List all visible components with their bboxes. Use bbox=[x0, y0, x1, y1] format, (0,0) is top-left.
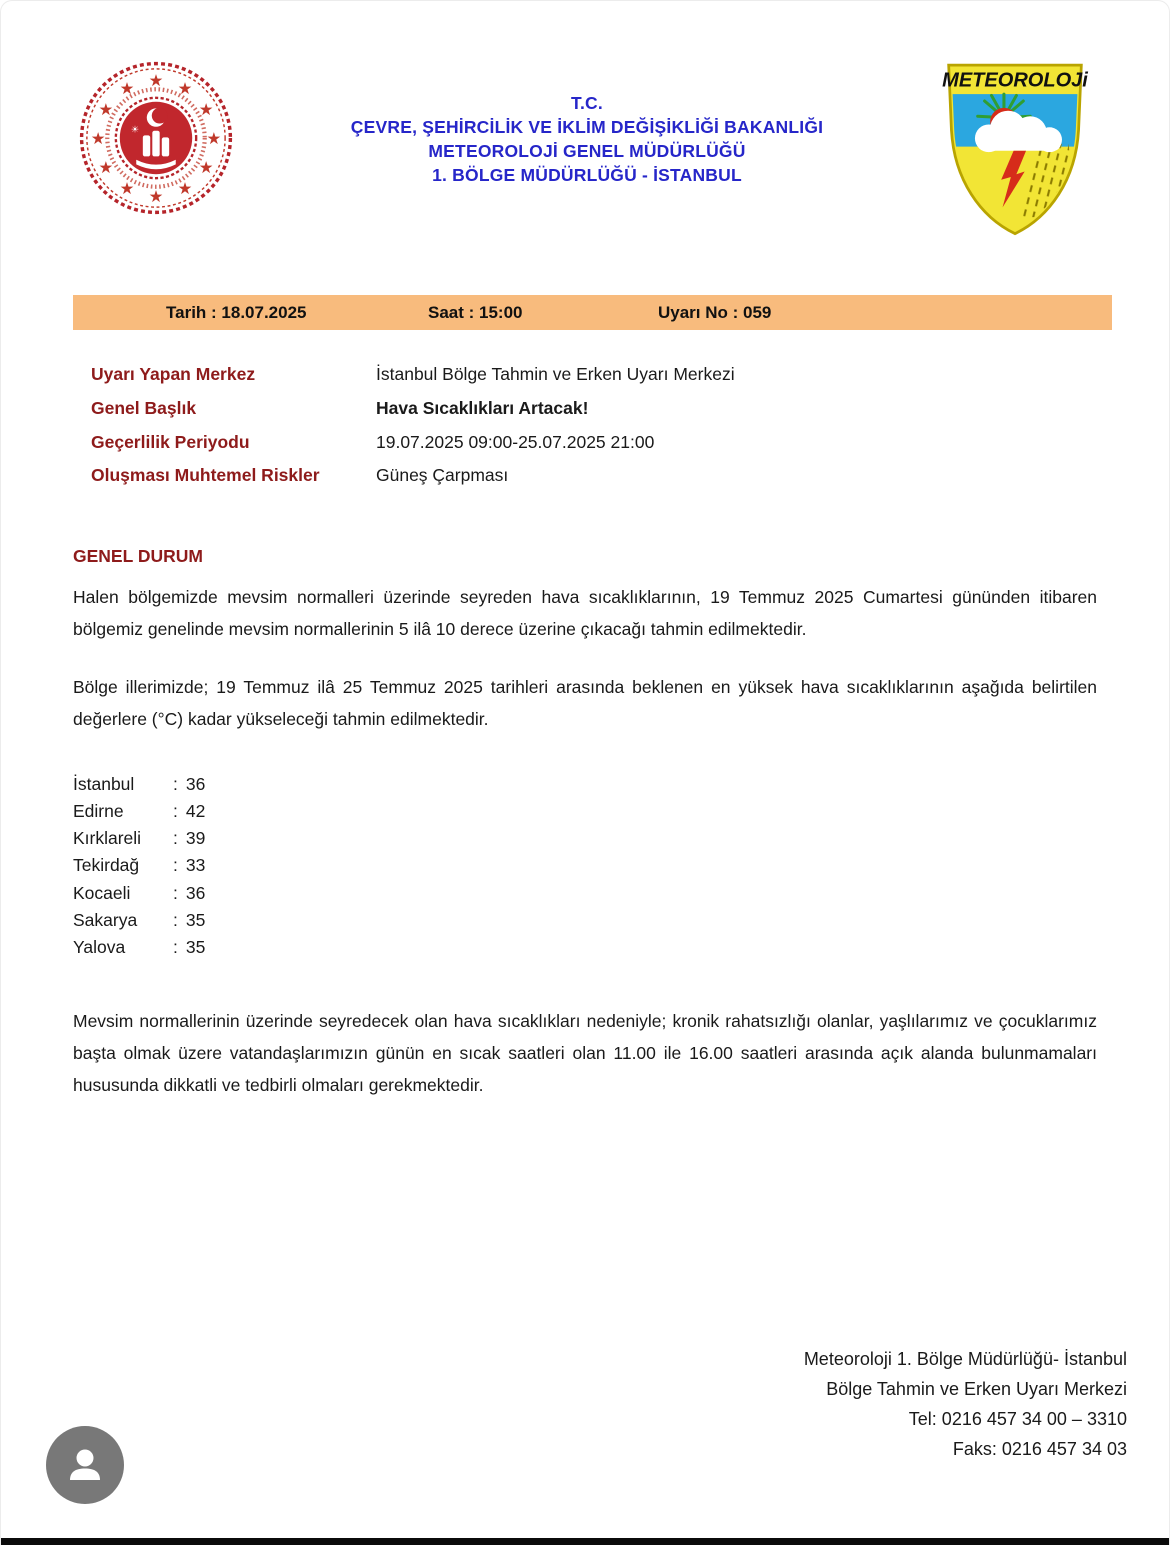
city-temp: 33 bbox=[185, 855, 206, 876]
city-name: İstanbul bbox=[73, 774, 135, 795]
separator: : bbox=[173, 801, 178, 822]
svg-text:★: ★ bbox=[198, 157, 214, 177]
city-name: Edirne bbox=[73, 801, 124, 822]
city-name: Sakarya bbox=[73, 909, 138, 930]
shield-label: METEOROLOJi bbox=[942, 69, 1088, 92]
warning-number: Uyarı No : 059 bbox=[658, 302, 772, 322]
warning-info-bar bbox=[73, 295, 1112, 330]
paragraph-general-situation: Halen bölgemizde mevsim normalleri üzerinde seyreden hava sıcaklıklarının, 19 Temmuz 2025 Cumartesi gününden itibaren bölgemiz genelinde mevsim normallerinin 5 ilâ 10 derece üzerine çıkacağı tahmin edilmektedir. bbox=[73, 587, 1097, 640]
city-temp: 36 bbox=[185, 774, 206, 795]
title-line-directorate: METEOROLOJİ GENEL MÜDÜRLÜĞÜ bbox=[428, 141, 746, 162]
svg-text:★: ★ bbox=[206, 128, 222, 148]
list-item bbox=[73, 798, 1097, 825]
agency-title-block bbox=[235, 57, 939, 188]
separator: : bbox=[173, 774, 178, 795]
meteorology-shield-icon bbox=[939, 55, 1091, 241]
list-item bbox=[73, 934, 1097, 961]
svg-text:★: ★ bbox=[90, 128, 106, 148]
footer-org-line: Meteoroloji 1. Bölge Müdürlüğü- İstanbul bbox=[803, 1348, 1127, 1369]
separator: : bbox=[173, 909, 178, 930]
field-label: Geçerlilik Periyodu bbox=[91, 431, 250, 452]
field-value: Güneş Çarpması bbox=[376, 465, 509, 486]
field-row-possible-risks bbox=[91, 464, 1097, 487]
field-label: Genel Başlık bbox=[91, 397, 197, 418]
footer-fax-line: Faks: 0216 457 34 03 bbox=[952, 1439, 1127, 1460]
city-temp: 36 bbox=[185, 882, 206, 903]
paragraph-precautions: Mevsim normallerinin üzerinde seyredecek olan hava sıcaklıkları nedeniyle; kronik rahatsızlığı olanlar, yaşlılarımız ve çocuklarımız başta olmak üzere vatandaşlarımızın günün en sıcak saatleri olan 11.00 ile 16.00 saatleri arasında açık alanda bulunmamaları hususunda dikkatli ve tedbirli olmaları gerekmektedir. bbox=[73, 1010, 1097, 1095]
city-name: Kırklareli bbox=[73, 828, 142, 849]
city-name: Tekirdağ bbox=[73, 855, 140, 876]
svg-text:★: ★ bbox=[119, 178, 135, 198]
field-label: Uyarı Yapan Merkez bbox=[91, 364, 256, 384]
svg-text:★: ★ bbox=[98, 157, 114, 177]
field-row-issuing-center bbox=[91, 363, 1097, 386]
title-line-tc: T.C. bbox=[571, 93, 603, 113]
footer-center-line: Bölge Tahmin ve Erken Uyarı Merkezi bbox=[826, 1379, 1127, 1400]
person-icon bbox=[62, 1442, 108, 1488]
city-temp: 39 bbox=[185, 828, 206, 849]
field-row-general-title bbox=[91, 397, 1097, 420]
city-name: Kocaeli bbox=[73, 882, 131, 903]
field-value: Hava Sıcaklıkları Artacak! bbox=[376, 397, 589, 418]
separator: : bbox=[173, 882, 178, 903]
footer-contact-block bbox=[1, 1344, 1169, 1464]
field-value: İstanbul Bölge Tahmin ve Erken Uyarı Merkezi bbox=[376, 364, 735, 384]
list-item bbox=[73, 852, 1097, 879]
svg-text:★: ★ bbox=[98, 99, 114, 119]
warning-time: Saat : 15:00 bbox=[428, 302, 523, 322]
footer-tel-line: Tel: 0216 457 34 00 – 3310 bbox=[908, 1409, 1127, 1430]
svg-text:★: ★ bbox=[177, 178, 193, 198]
city-temperature-list bbox=[73, 771, 1097, 961]
ministry-emblem-icon bbox=[77, 57, 235, 219]
paragraph-expected-temps: Bölge illerimizde; 19 Temmuz ilâ 25 Temmuz 2025 tarihleri arasında beklenen en yüksek hava sıcaklıklarının aşağıda belirtilen değerlere (°C) kadar yükseleceği tahmin edilmektedir. bbox=[73, 677, 1097, 730]
field-label: Oluşması Muhtemel Riskler bbox=[91, 465, 320, 486]
svg-text:☀: ☀ bbox=[130, 124, 140, 136]
city-temp: 35 bbox=[185, 936, 206, 957]
separator: : bbox=[173, 936, 178, 957]
warning-date: Tarih : 18.07.2025 bbox=[166, 302, 307, 322]
list-item bbox=[73, 880, 1097, 907]
bottom-divider-bar bbox=[1, 1538, 1169, 1545]
document-header bbox=[1, 1, 1169, 241]
field-value: 19.07.2025 09:00-25.07.2025 21:00 bbox=[376, 431, 655, 452]
list-item bbox=[73, 825, 1097, 852]
svg-text:★: ★ bbox=[148, 186, 164, 206]
section-title-genel-durum: GENEL DURUM bbox=[73, 546, 203, 566]
avatar[interactable] bbox=[46, 1426, 124, 1504]
city-temp: 35 bbox=[185, 909, 206, 930]
separator: : bbox=[173, 855, 178, 876]
svg-text:★: ★ bbox=[198, 99, 214, 119]
list-item bbox=[73, 907, 1097, 934]
svg-text:★: ★ bbox=[148, 70, 164, 90]
field-row-validity-period bbox=[91, 431, 1097, 454]
city-temp: 42 bbox=[185, 801, 206, 822]
svg-text:★: ★ bbox=[119, 78, 135, 98]
list-item bbox=[73, 771, 1097, 798]
separator: : bbox=[173, 828, 178, 849]
city-name: Yalova bbox=[73, 936, 126, 957]
title-line-region: 1. BÖLGE MÜDÜRLÜĞÜ - İSTANBUL bbox=[432, 165, 742, 186]
svg-text:★: ★ bbox=[177, 78, 193, 98]
warning-fields bbox=[73, 363, 1097, 487]
title-line-ministry: ÇEVRE, ŞEHİRCİLİK VE İKLİM DEĞİŞİKLİĞİ BAKANLIĞI bbox=[350, 117, 824, 138]
